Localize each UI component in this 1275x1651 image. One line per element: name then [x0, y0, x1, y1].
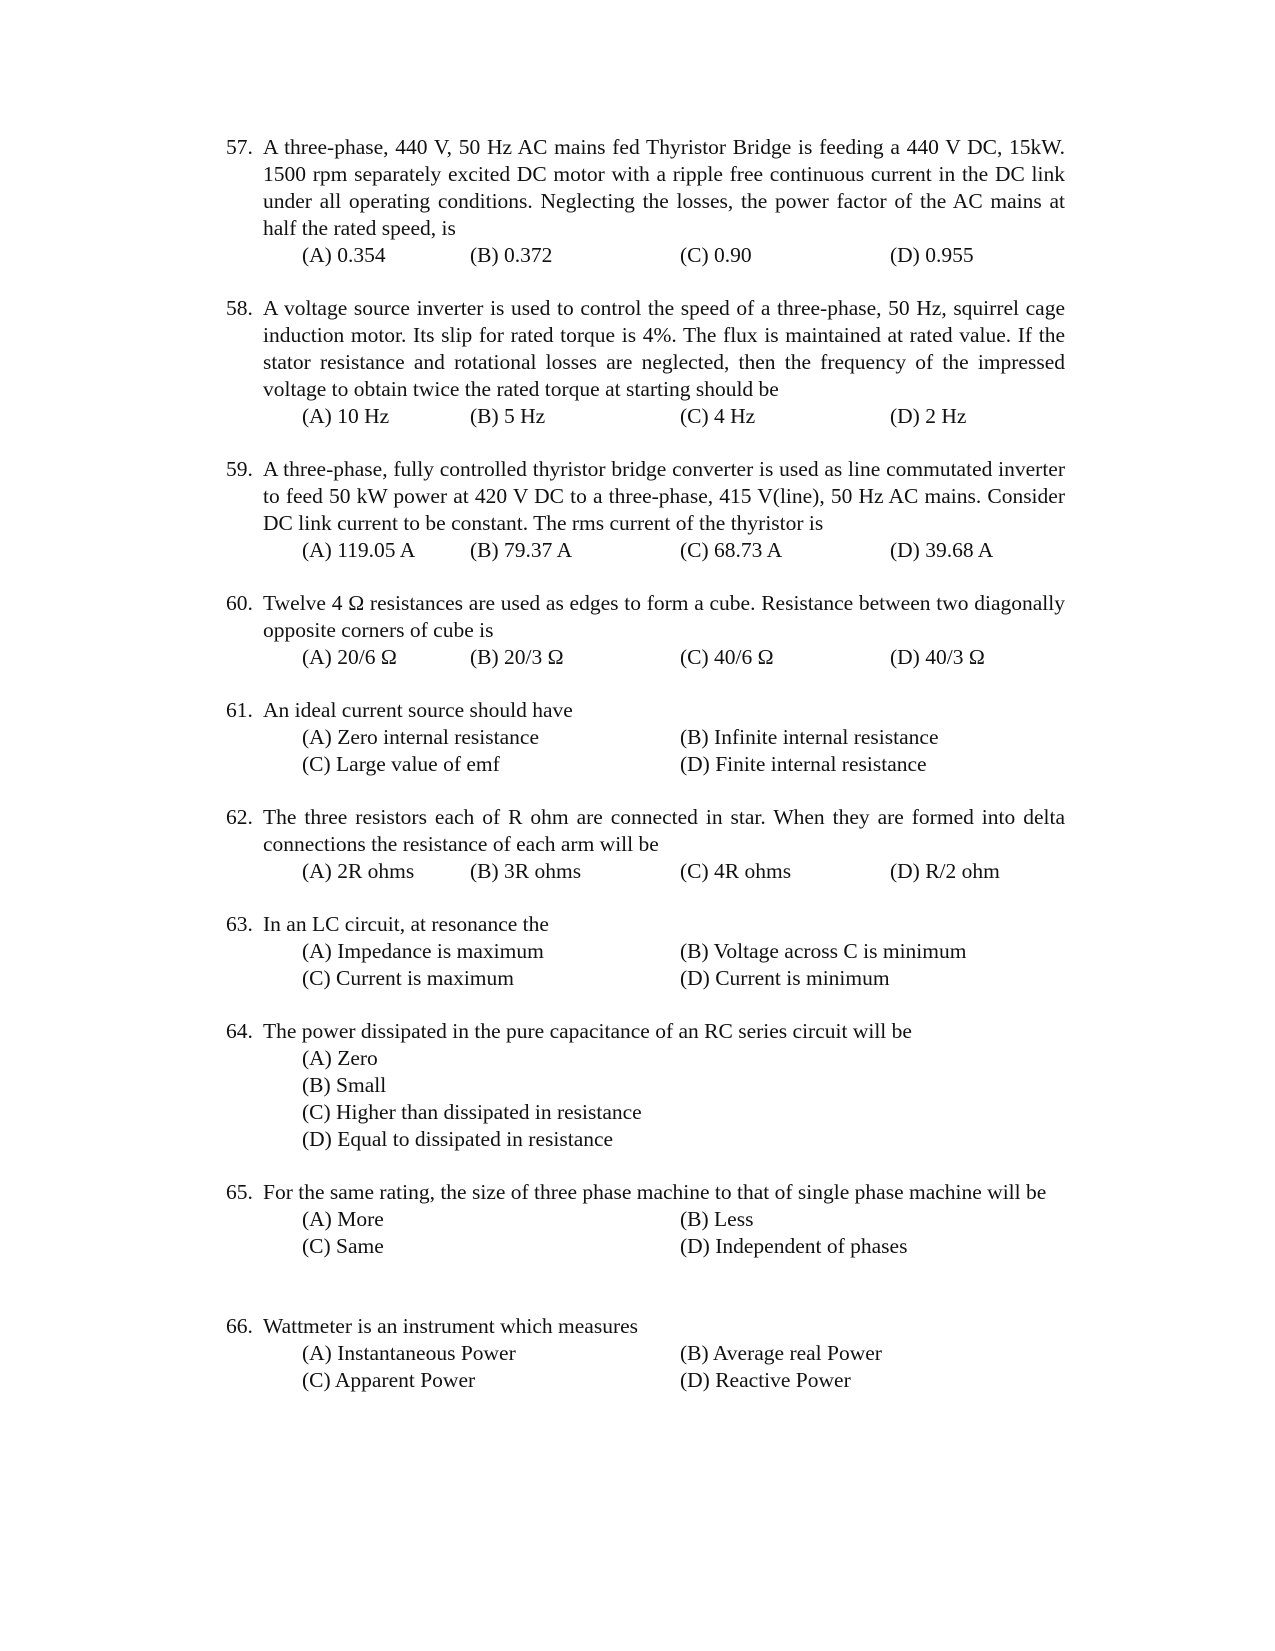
option-d: (D) R/2 ohm — [890, 859, 1000, 883]
option-a: (A) Zero — [302, 1046, 378, 1070]
option-b: (B) 0.372 — [470, 243, 553, 267]
question-text: A three-phase, 440 V, 50 Hz AC mains fed Thyristor Bridge is feeding a 440 V DC, 15kW. 1500 rpm separately excited DC motor with a ripple free continuous current in the DC link under all operating conditions. Neglecting the losses, the power factor of the AC mains at half the rated speed, is — [263, 135, 1065, 240]
question-text: A three-phase, fully controlled thyristor bridge converter is used as line commutated inverter to feed 50 kW power at 420 V DC to a three-phase, 415 V(line), 50 Hz AC mains. Consider DC link current to be constant. The rms current of the thyristor is — [263, 457, 1065, 535]
option-c: (C) Apparent Power — [302, 1368, 476, 1392]
option-d: (D) Finite internal resistance — [680, 752, 927, 776]
option-b: (B) Small — [302, 1073, 387, 1097]
question-57 — [226, 134, 1065, 269]
option-b: (B) Less — [680, 1207, 754, 1231]
question-number: 65. — [226, 1180, 253, 1204]
options-row — [302, 242, 1065, 269]
question-number: 57. — [226, 135, 253, 159]
question-59 — [226, 456, 1065, 564]
options-row — [302, 858, 1065, 885]
option-a: (A) 0.354 — [302, 243, 386, 267]
options-row — [302, 1340, 1065, 1367]
options-row — [302, 1367, 1065, 1394]
question-text: The power dissipated in the pure capacitance of an RC series circuit will be — [263, 1019, 912, 1043]
options-row — [302, 751, 1065, 778]
option-d: (D) Reactive Power — [680, 1368, 851, 1392]
options-row — [302, 965, 1065, 992]
option-a: (A) Zero internal resistance — [302, 725, 539, 749]
options-row — [302, 1233, 1065, 1260]
option-c: (C) 68.73 A — [680, 538, 783, 562]
option-d: (D) Current is minimum — [680, 966, 890, 990]
options-row — [302, 537, 1065, 564]
question-number: 63. — [226, 912, 253, 936]
options-row — [302, 403, 1065, 430]
options-row — [302, 1206, 1065, 1233]
question-text: An ideal current source should have — [263, 698, 573, 722]
option-c: (C) 4 Hz — [680, 404, 756, 428]
option-a: (A) Instantaneous Power — [302, 1341, 516, 1365]
options-row — [302, 938, 1065, 965]
option-c: (C) 4R ohms — [680, 859, 792, 883]
question-number: 58. — [226, 296, 253, 320]
question-62 — [226, 804, 1065, 885]
question-text: The three resistors each of R ohm are connected in star. When they are formed into delta connections the resistance of each arm will be — [263, 805, 1065, 856]
option-d: (D) 2 Hz — [890, 404, 967, 428]
question-number: 64. — [226, 1019, 253, 1043]
option-a: (A) 119.05 A — [302, 538, 416, 562]
question-text: For the same rating, the size of three phase machine to that of single phase machine will be — [263, 1180, 1047, 1204]
option-d: (D) Independent of phases — [680, 1234, 908, 1258]
option-b: (B) 3R ohms — [470, 859, 582, 883]
question-text: Wattmeter is an instrument which measures — [263, 1314, 639, 1338]
option-c: (C) 0.90 — [680, 243, 752, 267]
option-b: (B) Voltage across C is minimum — [680, 939, 967, 963]
option-c: (C) Same — [302, 1234, 384, 1258]
question-61 — [226, 697, 1065, 778]
option-d: (D) Equal to dissipated in resistance — [302, 1127, 614, 1151]
option-a: (A) 20/6 Ω — [302, 645, 397, 669]
question-63 — [226, 911, 1065, 992]
question-number: 61. — [226, 698, 253, 722]
option-b: (B) Average real Power — [680, 1341, 882, 1365]
options-row — [302, 724, 1065, 751]
option-c: (C) Higher than dissipated in resistance — [302, 1100, 642, 1124]
option-a: (A) 2R ohms — [302, 859, 415, 883]
option-b: (B) Infinite internal resistance — [680, 725, 939, 749]
question-64 — [226, 1018, 1065, 1153]
question-58 — [226, 295, 1065, 430]
option-a: (A) More — [302, 1207, 384, 1231]
question-text: Twelve 4 Ω resistances are used as edges to form a cube. Resistance between two diagonally opposite corners of cube is — [263, 591, 1065, 642]
option-b: (B) 20/3 Ω — [470, 645, 564, 669]
question-text: A voltage source inverter is used to control the speed of a three-phase, 50 Hz, squirrel cage induction motor. Its slip for rated torque is 4%. The flux is maintained at rated value. If the stator resistance and rotational losses are neglected, then the frequency of the impressed voltage to obtain twice the rated torque at starting should be — [263, 296, 1065, 401]
question-number: 59. — [226, 457, 253, 481]
question-number: 62. — [226, 805, 253, 829]
option-a: (A) Impedance is maximum — [302, 939, 544, 963]
question-66 — [226, 1313, 1065, 1394]
option-b: (B) 79.37 A — [470, 538, 573, 562]
option-d: (D) 0.955 — [890, 243, 974, 267]
options-row — [302, 644, 1065, 671]
option-a: (A) 10 Hz — [302, 404, 390, 428]
option-c: (C) 40/6 Ω — [680, 645, 774, 669]
option-b: (B) 5 Hz — [470, 404, 546, 428]
question-number: 66. — [226, 1314, 253, 1338]
question-text: In an LC circuit, at resonance the — [263, 912, 549, 936]
question-60 — [226, 590, 1065, 671]
option-c: (C) Current is maximum — [302, 966, 514, 990]
question-number: 60. — [226, 591, 253, 615]
question-65 — [226, 1179, 1065, 1260]
option-d: (D) 39.68 A — [890, 538, 994, 562]
option-c: (C) Large value of emf — [302, 752, 500, 776]
option-d: (D) 40/3 Ω — [890, 645, 985, 669]
